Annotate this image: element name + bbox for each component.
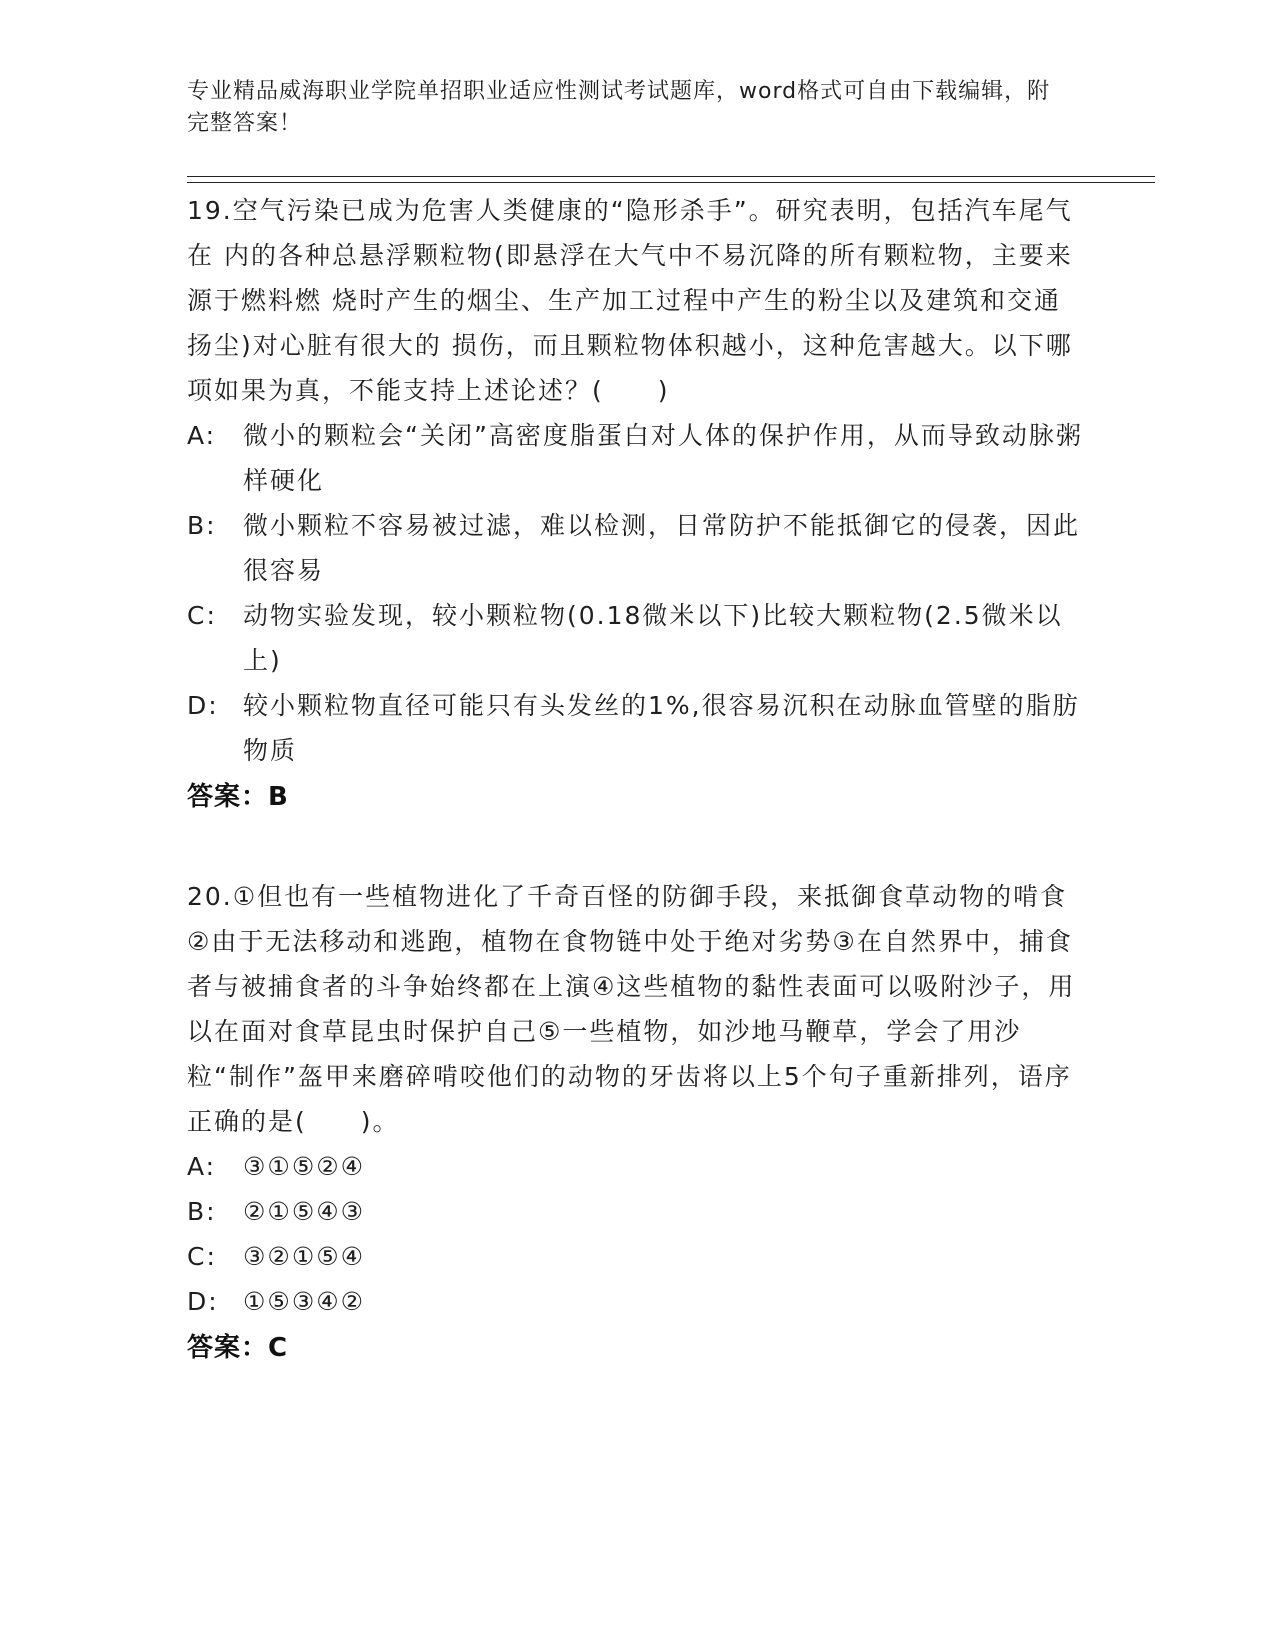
question-stem: 20.①但也有一些植物进化了千奇百怪的防御手段，来抵御食草动物的啃食②由于无法移动和逃跑，植物在食物链中处于绝对劣势③在自然界中，捕食者与被捕食者的斗争始终都在上演④这些植物的黏性表面可以吸附沙子，用以在面对食草昆虫时保护自己⑤一些植物，如沙地马鞭草，学会了用沙粒“制作”盔甲来磨碎啃咬他们的动物的牙齿将以上5个句子重新排列，语序正确的是( )。 bbox=[187, 882, 1076, 1136]
option-c bbox=[187, 1234, 1087, 1279]
option-key: D: bbox=[187, 1287, 219, 1316]
header-rule-top bbox=[187, 176, 1155, 177]
option-b bbox=[187, 1189, 1087, 1234]
option-d bbox=[187, 1279, 1087, 1324]
option-b bbox=[187, 503, 1087, 593]
page-header: 专业精品威海职业学院单招职业适应性测试考试题库，word格式可自由下载编辑，附完整答案！ bbox=[187, 79, 1051, 136]
option-key: A: bbox=[187, 421, 217, 450]
question-stem: 19.空气污染已成为危害人类健康的“隐形杀手”。研究表明，包括汽车尾气在 内的各种总悬浮颗粒物(即悬浮在大气中不易沉降的所有颗粒物，主要来源于燃料燃 烧时产生的烟尘、生产加工过程中产生的粉尘以及建筑和交通扬尘)对心脏有很大的 损伤，而且颗粒物体积越小，这种危害越大。以下哪项如果为真，不能支持上述论述？( ) bbox=[187, 196, 1073, 405]
answer-line: 答案：C bbox=[187, 1333, 289, 1363]
option-text: 动物实验发现，较小颗粒物(0.18微米以下)比较大颗粒物(2.5微米以上) bbox=[243, 601, 1063, 675]
answer-line: 答案：B bbox=[187, 782, 289, 812]
option-key: B: bbox=[187, 1197, 217, 1226]
option-key: C: bbox=[187, 1242, 217, 1271]
option-text: ②①⑤④③ bbox=[243, 1197, 366, 1226]
question-19 bbox=[187, 188, 1087, 820]
question-spacer bbox=[187, 820, 1087, 874]
option-text: 微小颗粒不容易被过滤，难以检测，日常防护不能抵御它的侵袭，因此很容易 bbox=[243, 511, 1081, 585]
option-d bbox=[187, 683, 1087, 773]
option-a bbox=[187, 413, 1087, 503]
option-key: C: bbox=[187, 601, 217, 630]
option-key: B: bbox=[187, 511, 217, 540]
header-rule-bottom bbox=[187, 182, 1155, 183]
question-20 bbox=[187, 874, 1087, 1371]
option-text: 较小颗粒物直径可能只有头发丝的1%,很容易沉积在动脉血管壁的脂肪物质 bbox=[243, 691, 1080, 765]
option-text: ③②①⑤④ bbox=[243, 1242, 366, 1271]
option-text: 微小的颗粒会“关闭”高密度脂蛋白对人体的保护作用，从而导致动脉粥样硬化 bbox=[243, 421, 1083, 495]
option-key: A: bbox=[187, 1152, 217, 1181]
option-text: ①⑤③④② bbox=[243, 1287, 366, 1316]
option-key: D: bbox=[187, 691, 219, 720]
option-a bbox=[187, 1144, 1087, 1189]
option-text: ③①⑤②④ bbox=[243, 1152, 366, 1181]
question-list bbox=[187, 188, 1087, 1371]
option-c bbox=[187, 593, 1087, 683]
